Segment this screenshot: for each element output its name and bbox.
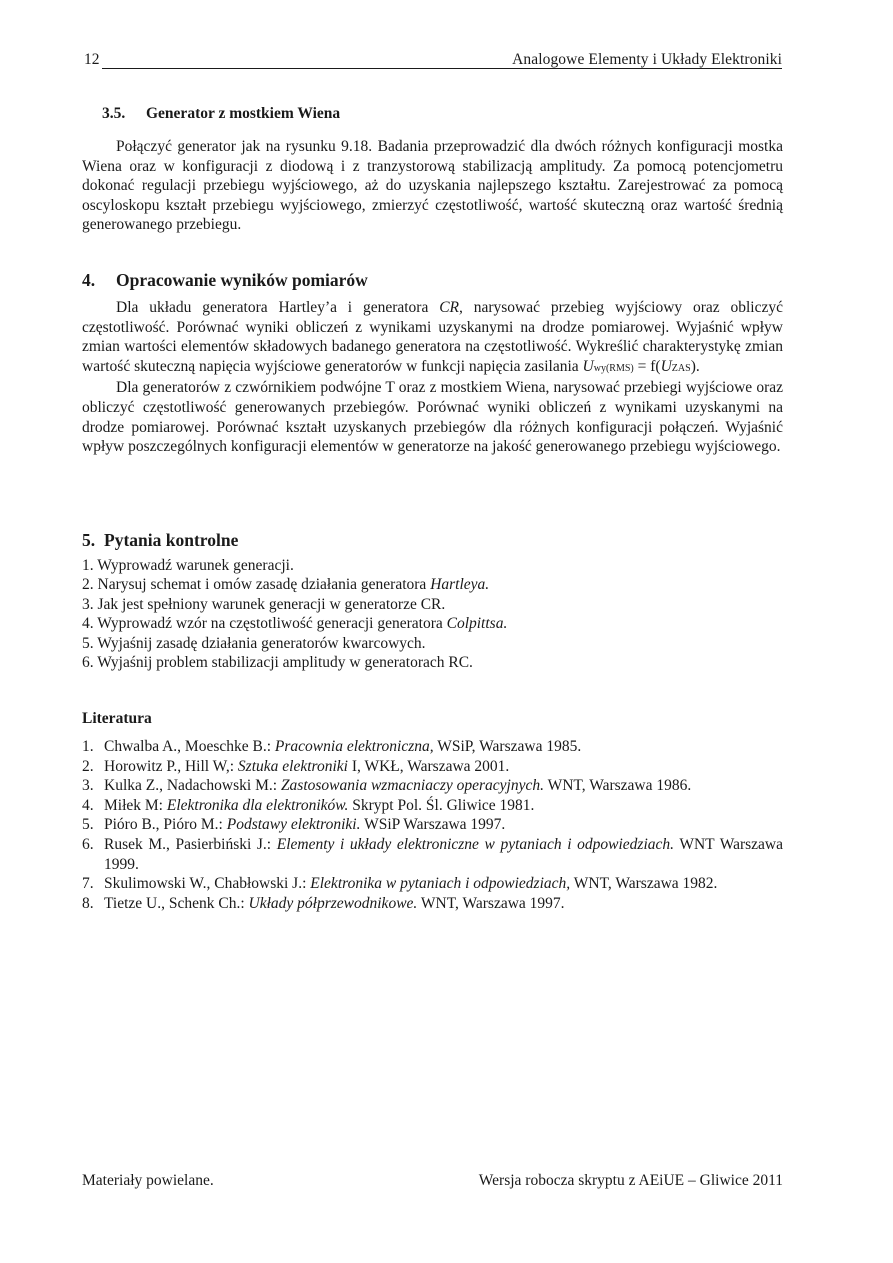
reference-number: 1. xyxy=(82,738,94,755)
reference-list xyxy=(82,737,783,913)
section-4-heading xyxy=(82,270,368,290)
formula-subscript: wy(RMS) xyxy=(593,362,634,374)
section-3-5-body xyxy=(82,137,783,235)
paragraph-1 xyxy=(82,298,783,378)
question-text-italic: Colpittsa. xyxy=(446,615,508,633)
question-text: Narysuj schemat i omów zasadę działania generatora xyxy=(97,576,431,594)
reference-title: Układy półprzewodnikowe. xyxy=(248,894,418,912)
reference-publisher: WNT, Warszawa 1997. xyxy=(417,894,565,912)
reference-item xyxy=(82,776,783,796)
header-rule xyxy=(102,68,782,69)
question-text: Wyprowadź warunek generacji. xyxy=(97,557,294,574)
section-number: 4. xyxy=(82,270,96,290)
question-item xyxy=(82,556,783,575)
reference-number: 6. xyxy=(82,835,94,853)
footer-left: Materiały powielane. xyxy=(82,1172,214,1189)
paragraph: Połączyć generator jak na rysunku 9.18. Badania przeprowadzić dla dwóch różnych konfiguracji mostka Wiena oraz w konfiguracji z diodową i z tranzystorową stabilizacją amplitudy. Za pomocą potencjometru dokonać regulacji przebiegu wyjściowego, aż do uzyskania najlepszego kształtu. Zarejestrować za pomocą oscyloskopu kształt przebiegu wyjściowego, zmierzyć częstotliwość, wartość skuteczną oraz wartość średnią generowanego przebiegu. xyxy=(82,138,783,234)
reference-number: 3. xyxy=(82,777,94,795)
reference-item xyxy=(82,796,783,816)
header-title: Analogowe Elementy i Układy Elektroniki xyxy=(512,51,782,68)
reference-item xyxy=(82,815,783,835)
reference-authors: Miłek M: xyxy=(104,796,167,814)
reference-number: 5. xyxy=(82,816,94,834)
formula-subscript: ZAS xyxy=(671,362,691,374)
reference-publisher: WNT Warszawa 1999. xyxy=(104,835,783,873)
formula xyxy=(583,358,700,375)
section-5-heading xyxy=(82,530,238,550)
section-title: Pytania kontrolne xyxy=(104,530,239,550)
reference-title: Elementy i układy elektroniczne w pytaniach i odpowiedziach. xyxy=(276,835,675,853)
question-list xyxy=(82,556,783,672)
section-4-body xyxy=(82,298,783,457)
reference-number: 8. xyxy=(82,894,94,912)
text-run: narysować przebieg wyjściowy oraz obliczyć częstotliwość. Porównać wyniki obliczeń z wynikami uzyskanymi na drodze pomiarowej. Wyjaśnić wpływ zmian wartości elementów składowych badanego generatora na częstotliwość. Wykreślić charakterystykę zmian wartość skuteczną napięcia wyjściowe generatorów w funkcji napięcia zasilania xyxy=(82,299,784,375)
reference-title: Podstawy elektroniki. xyxy=(226,816,361,834)
text-run: Dla układu generatora Hartley’a i generatora xyxy=(116,299,440,316)
reference-item xyxy=(82,737,783,757)
question-item xyxy=(82,614,783,633)
reference-authors: Tietze U., Schenk Ch.: xyxy=(104,894,249,912)
reference-title: Zastosowania wzmacniaczy operacyjnych. xyxy=(280,777,544,795)
reference-authors: Horowitz P., Hill W,: xyxy=(104,757,238,775)
paragraph-2: Dla generatorów z czwórnikiem podwójne T oraz z mostkiem Wiena, narysować przebiegi wyjściowe oraz obliczyć częstotliwość generowanych przebiegów. Porównać wyniki obliczeń z wynikami uzyskanymi na drodze pomiarowej. Porównać kształt uzyskanych przebiegów dla różnych konfiguracji połączeń. Wyjaśnić wpływ poszczególnych konfiguracji elementów w generatorze na jakość generowanego przebiegu wyjściowego. xyxy=(82,379,783,456)
section-title: Generator z mostkiem Wiena xyxy=(146,105,341,122)
question-text: Wyprowadź wzór na częstotliwość generacji generatora xyxy=(97,615,447,633)
text-run-italic: CR, xyxy=(439,299,463,316)
question-item xyxy=(82,595,783,614)
reference-authors: Chwalba A., Moeschke B.: xyxy=(104,738,275,755)
reference-title: Sztuka elektroniki xyxy=(237,757,348,775)
reference-title: Elektronika dla elektroników. xyxy=(166,796,349,814)
question-number: 1. xyxy=(82,557,94,574)
reference-authors: Pióro B., Pióro M.: xyxy=(104,816,227,834)
reference-title: Elektronika w pytaniach i odpowiedziach, xyxy=(310,875,571,893)
question-number: 6. xyxy=(82,654,94,672)
reference-publisher: WSiP, Warszawa 1985. xyxy=(433,738,582,755)
reference-number: 4. xyxy=(82,796,94,814)
reference-authors: Kulka Z., Nadachowski M.: xyxy=(104,777,281,795)
formula-symbol: U xyxy=(582,357,594,375)
question-number: 4. xyxy=(82,615,94,633)
section-title: Opracowanie wyników pomiarów xyxy=(116,270,368,290)
reference-authors: Rusek M., Pasierbiński J.: xyxy=(104,835,277,853)
reference-number: 2. xyxy=(82,757,94,775)
reference-publisher: WSiP Warszawa 1997. xyxy=(360,816,506,834)
reference-item xyxy=(82,835,783,874)
reference-item xyxy=(82,874,783,894)
question-text: Wyjaśnij zasadę działania generatorów kwarcowych. xyxy=(97,634,426,652)
question-item xyxy=(82,634,783,653)
page-number: 12 xyxy=(84,51,100,68)
question-number: 2. xyxy=(82,576,94,594)
reference-publisher: WNT, Warszawa 1986. xyxy=(543,777,692,795)
question-number: 5. xyxy=(82,634,94,652)
question-item xyxy=(82,653,783,672)
reference-publisher: I, WKŁ, Warszawa 2001. xyxy=(347,757,510,775)
question-text-italic: Hartleya. xyxy=(430,576,490,594)
question-text: Jak jest spełniony warunek generacji w generatorze CR. xyxy=(97,595,446,613)
question-item xyxy=(82,575,783,594)
reference-publisher: Skrypt Pol. Śl. Gliwice 1981. xyxy=(348,796,535,814)
reference-number: 7. xyxy=(82,875,94,893)
reference-item xyxy=(82,757,783,777)
formula-symbol: U xyxy=(660,357,672,375)
formula-text: ). xyxy=(690,357,700,375)
formula-text: = f( xyxy=(633,357,661,375)
running-header xyxy=(84,51,782,71)
section-number: 5. xyxy=(82,530,96,550)
section-number: 3.5. xyxy=(102,105,126,122)
question-number: 3. xyxy=(82,595,94,613)
literature-heading: Literatura xyxy=(82,710,152,727)
footer-right: Wersja robocza skryptu z AEiUE – Gliwice 2011 xyxy=(478,1172,783,1189)
reference-item xyxy=(82,894,783,914)
reference-title: Pracownia elektroniczna, xyxy=(274,738,434,755)
question-text: Wyjaśnij problem stabilizacji amplitudy w generatorach RC. xyxy=(97,654,473,672)
reference-authors: Skulimowski W., Chabłowski J.: xyxy=(104,875,311,893)
reference-publisher: WNT, Warszawa 1982. xyxy=(570,875,718,893)
section-3-5-heading xyxy=(82,104,340,123)
